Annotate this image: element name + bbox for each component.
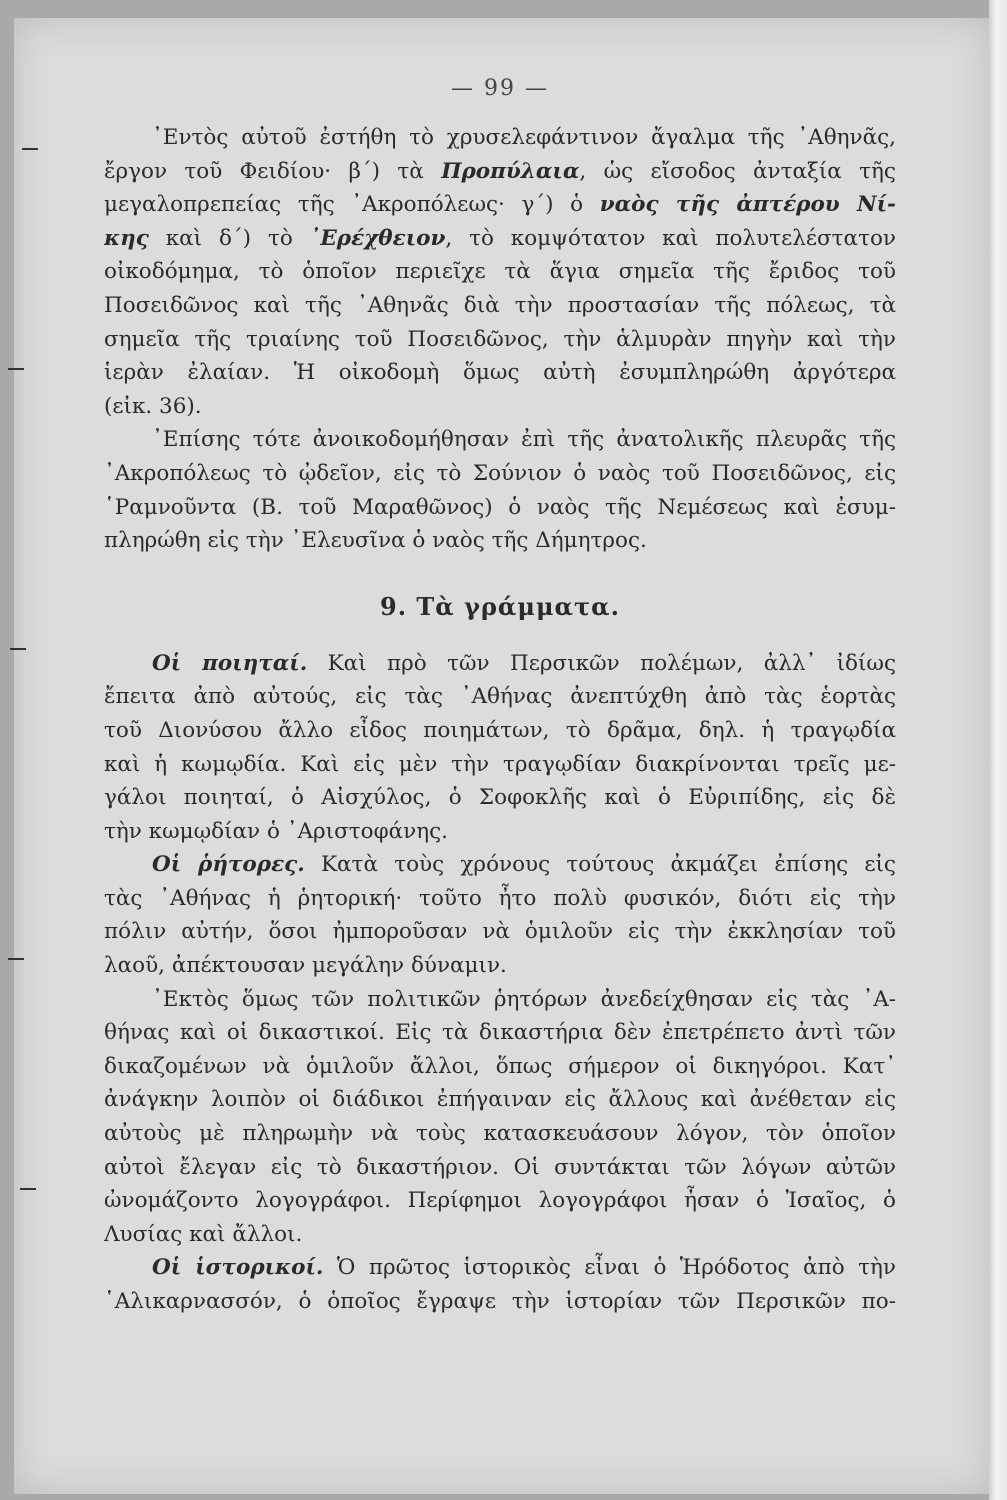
text-line: καὶ ἡ κωμῳδία. Καὶ εἰς μὲν τὴν τραγῳδίαν διακρίνονται τρεῖς με- bbox=[104, 751, 896, 777]
text-line: θήνας καὶ οἱ δικαστικοί. Εἰς τὰ δικαστήρια δὲν ἐπετρέπετο ἀντὶ τῶν bbox=[104, 1020, 896, 1046]
paragraph-acropolis bbox=[104, 121, 896, 423]
text-line: πόλιν αὐτήν, ὅσοι ἠμποροῦσαν νὰ ὁμιλοῦν εἰς τὴν ἐκκλησίαν τοῦ bbox=[104, 919, 896, 945]
text-line: μεγαλοπρεπείας τῆς ᾿Ακροπόλεως· γ΄) ὁ ναὸς τῆς ἀπτέρου Νί- bbox=[104, 192, 896, 218]
text-line: Οἱ ποιηταί. Καὶ πρὸ τῶν Περσικῶν πολέμων, ἀλλ᾿ ἰδίως bbox=[152, 650, 896, 676]
text-line: τὰς ᾿Αθήνας ἡ ῥητορική· τοῦτο ἦτο πολὺ φυσικόν, διότι εἰς τὴν bbox=[104, 885, 896, 911]
paragraph-temples bbox=[104, 423, 896, 557]
text-line: αὐτοὶ ἔλεγαν εἰς τὸ δικαστήριον. Οἱ συντάκται τῶν λόγων αὐτῶν bbox=[104, 1154, 896, 1180]
orators-title: Οἱ ῥήτορες. bbox=[152, 852, 305, 878]
page-edge bbox=[989, 0, 1007, 1500]
text-line: Οἱ ῥήτορες. Κατὰ τοὺς χρόνους τούτους ἀκμάζει ἐπίσης εἰς bbox=[152, 852, 896, 878]
text-line: αὐτοὺς μὲ πληρωμὴν νὰ τοὺς κατασκευάσουν λόγον, τὸν ὁποῖον bbox=[104, 1121, 896, 1147]
text-line: ἀνάγκην λοιπὸν οἱ διάδικοι ἐπήγαιναν εἰς ἄλλους καὶ ἀνέθεταν εἰς bbox=[104, 1087, 896, 1113]
text-line: σημεῖα τῆς τριαίνης τοῦ Ποσειδῶνος, τὴν ἁλμυρὰν πηγὴν καὶ τὴν bbox=[104, 326, 896, 352]
text-line: ἱερὰν ἐλαίαν. Ἡ οἰκοδομὴ ὅμως αὐτὴ ἐσυμπληρώθη ἀργότερα bbox=[104, 360, 896, 386]
text-line: ῾Ραμνοῦντα (Β. τοῦ Μαραθῶνος) ὁ ναὸς τῆς Νεμέσεως καὶ ἐσυμ- bbox=[104, 494, 896, 520]
margin-mark bbox=[8, 368, 24, 370]
text-line: ἔργον τοῦ Φειδίου· β΄) τὰ Προπύλαια, ὡς εἴσοδος ἀνταξία τῆς bbox=[104, 158, 896, 184]
text-line: ᾿Εντὸς αὐτοῦ ἐστήθη τὸ χρυσελεφάντινον ἄγαλμα τῆς ᾿Αθηνᾶς, bbox=[152, 125, 896, 150]
text-line: ὠνομάζοντο λογογράφοι. Περίφημοι λογογράφοι ἦσαν ὁ Ἰσαῖος, ὁ bbox=[104, 1188, 896, 1214]
margin-mark bbox=[10, 648, 26, 650]
paragraph-poets bbox=[104, 647, 896, 849]
margin-mark bbox=[8, 958, 24, 960]
paragraph-historians bbox=[104, 1251, 896, 1318]
text-line: Ποσειδῶνος καὶ τῆς ᾿Αθηνᾶς διὰ τὴν προστασίαν τῆς πόλεως, τὰ bbox=[104, 292, 896, 318]
page-number: — 99 — bbox=[451, 76, 549, 101]
text-line: λαοῦ, ἀπέκτουσαν μεγάλην δύναμιν. bbox=[104, 953, 507, 979]
text-line: κης καὶ δ΄) τὸ ᾿Ερέχθειον, τὸ κομψότατον καὶ πολυτελέστατον bbox=[104, 225, 896, 251]
historians-title: Οἱ ἱστορικοί. bbox=[152, 1255, 324, 1281]
text-line: ᾿Ακροπόλεως τὸ ᾠδεῖον, εἰς τὸ Σούνιον ὁ ναὸς τοῦ Ποσειδῶνος, εἰς bbox=[104, 460, 896, 486]
poets-title: Οἱ ποιηταί. bbox=[152, 650, 308, 676]
text-line: δικαζομένων νὰ ὁμιλοῦν ἄλλοι, ὅπως σήμερον οἱ δικηγόροι. Κατ᾿ bbox=[104, 1053, 896, 1079]
paragraph-orators bbox=[104, 848, 896, 982]
paragraph-judicial bbox=[104, 983, 896, 1252]
text-line: ἔπειτα ἀπὸ αὐτούς, εἰς τὰς ᾿Αθήνας ἀνεπτύχθη ἀπὸ τὰς ἑορτὰς bbox=[104, 684, 896, 710]
text-line: Οἱ ἱστορικοί. Ὁ πρῶτος ἱστορικὸς εἶναι ὁ Ἡρόδοτος ἀπὸ τὴν bbox=[152, 1255, 896, 1281]
section-heading: 9. Τὰ γράμματα. bbox=[380, 591, 620, 621]
margin-mark bbox=[20, 1188, 36, 1190]
page-content bbox=[104, 76, 896, 1319]
text-line: ῾Αλικαρνασσόν, ὁ ὁποῖος ἔγραψε τὴν ἱστορίαν τῶν Περσικῶν πο- bbox=[104, 1289, 896, 1314]
text-line: τοῦ Διονύσου ἄλλο εἶδος ποιημάτων, τὸ δρᾶμα, δηλ. ἡ τραγῳδία bbox=[104, 717, 896, 743]
text-line: (εἰκ. 36). bbox=[104, 393, 202, 419]
margin-mark bbox=[22, 148, 38, 150]
text-line: γάλοι ποιηταί, ὁ Αἰσχύλος, ὁ Σοφοκλῆς καὶ ὁ Εὐριπίδης, εἰς δὲ bbox=[104, 785, 896, 811]
text-line: ᾿Επίσης τότε ἀνοικοδομήθησαν ἐπὶ τῆς ἀνατολικῆς πλευρᾶς τῆς bbox=[152, 427, 896, 453]
text-line: ᾿Εκτὸς ὅμως τῶν πολιτικῶν ῥητόρων ἀνεδείχθησαν εἰς τὰς ᾿Α- bbox=[152, 986, 896, 1012]
text-line: Λυσίας καὶ ἄλλοι. bbox=[104, 1221, 303, 1247]
text-line: πληρώθη εἰς τὴν ᾿Ελευσῖνα ὁ ναὸς τῆς Δήμητρος. bbox=[104, 528, 647, 554]
text-line: τὴν κωμῳδίαν ὁ ᾿Αριστοφάνης. bbox=[104, 818, 448, 844]
text-line: οἰκοδόμημα, τὸ ὁποῖον περιεῖχε τὰ ἅγια σημεῖα τῆς ἔριδος τοῦ bbox=[104, 259, 896, 285]
